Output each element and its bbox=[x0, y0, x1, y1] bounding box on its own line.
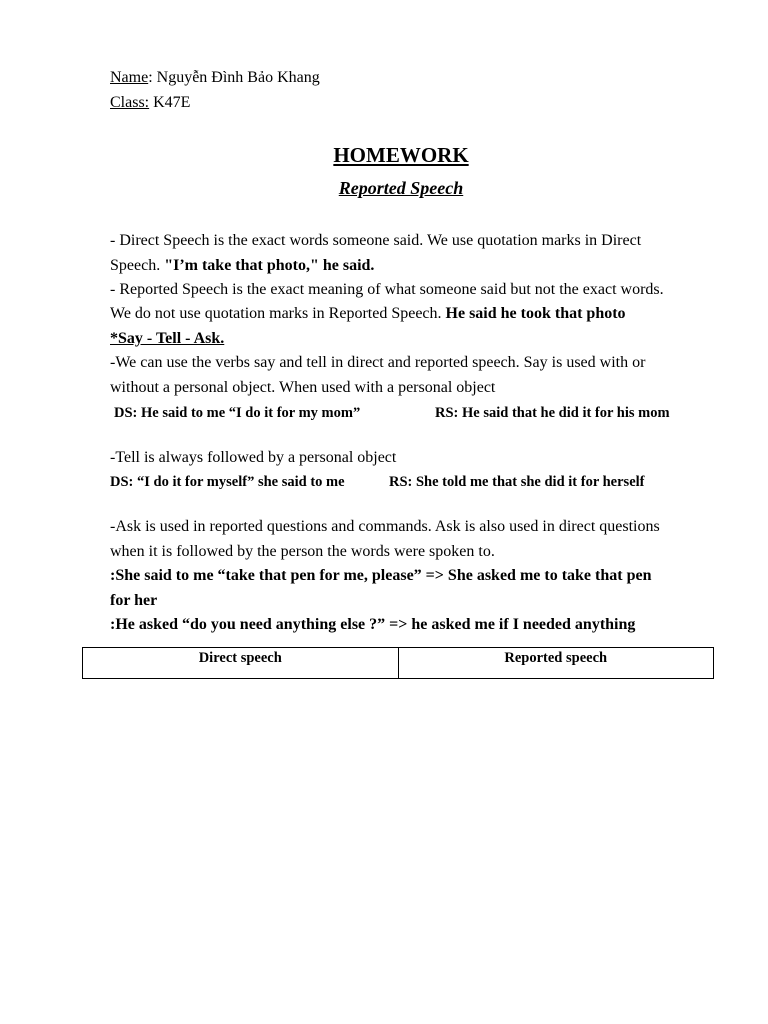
paragraph-line: when it is followed by the person the words were spoken to. bbox=[110, 543, 495, 560]
example-rs: RS: He said that he did it for his mom bbox=[435, 405, 670, 421]
name-label: Name bbox=[110, 69, 149, 86]
paragraph-line: - Direct Speech is the exact words someone said. We use quotation marks in Direct bbox=[110, 232, 642, 249]
name-value: : Nguyễn Đình Bảo Khang bbox=[148, 69, 320, 86]
example-quote: "I’m take that photo," he said. bbox=[164, 257, 375, 274]
class-label: Class: bbox=[110, 94, 150, 111]
example-line: :She said to me “take that pen for me, please” => She asked me to take that pen bbox=[110, 567, 652, 584]
section-heading: *Say - Tell - Ask. bbox=[110, 330, 225, 347]
paragraph-line bbox=[110, 256, 374, 276]
table-header-reported: Reported speech bbox=[398, 648, 714, 679]
example-quote: He said he took that photo bbox=[445, 305, 626, 322]
example-rs: RS: She told me that she did it for herself bbox=[389, 474, 645, 490]
example-ds: DS: “I do it for myself” she said to me bbox=[110, 474, 345, 490]
paragraph-line: -We can use the verbs say and tell in direct and reported speech. Say is used with or bbox=[110, 354, 646, 371]
text-run: Speech. bbox=[110, 257, 165, 274]
table-row bbox=[83, 648, 714, 679]
paragraph-line: - Reported Speech is the exact meaning of what someone said but not the exact words. bbox=[110, 281, 664, 298]
example-line: for her bbox=[110, 592, 158, 609]
name-line bbox=[110, 68, 320, 88]
text-run: We do not use quotation marks in Reported Speech. bbox=[110, 305, 446, 322]
page-subtitle: Reported Speech bbox=[338, 178, 464, 198]
table-header-direct: Direct speech bbox=[83, 648, 399, 679]
example-line: :He asked “do you need anything else ?” => he asked me if I needed anything bbox=[110, 616, 636, 633]
paragraph-line: without a personal object. When used with a personal object bbox=[110, 379, 496, 396]
paragraph-line: -Ask is used in reported questions and commands. Ask is also used in direct questions bbox=[110, 518, 660, 535]
speech-table bbox=[82, 647, 714, 679]
example-ds: DS: He said to me “I do it for my mom” bbox=[114, 405, 361, 421]
page-title: HOMEWORK bbox=[333, 143, 469, 167]
class-line bbox=[110, 93, 190, 113]
paragraph-line bbox=[110, 304, 626, 324]
paragraph-line: -Tell is always followed by a personal object bbox=[110, 449, 397, 466]
class-value: K47E bbox=[149, 94, 191, 111]
